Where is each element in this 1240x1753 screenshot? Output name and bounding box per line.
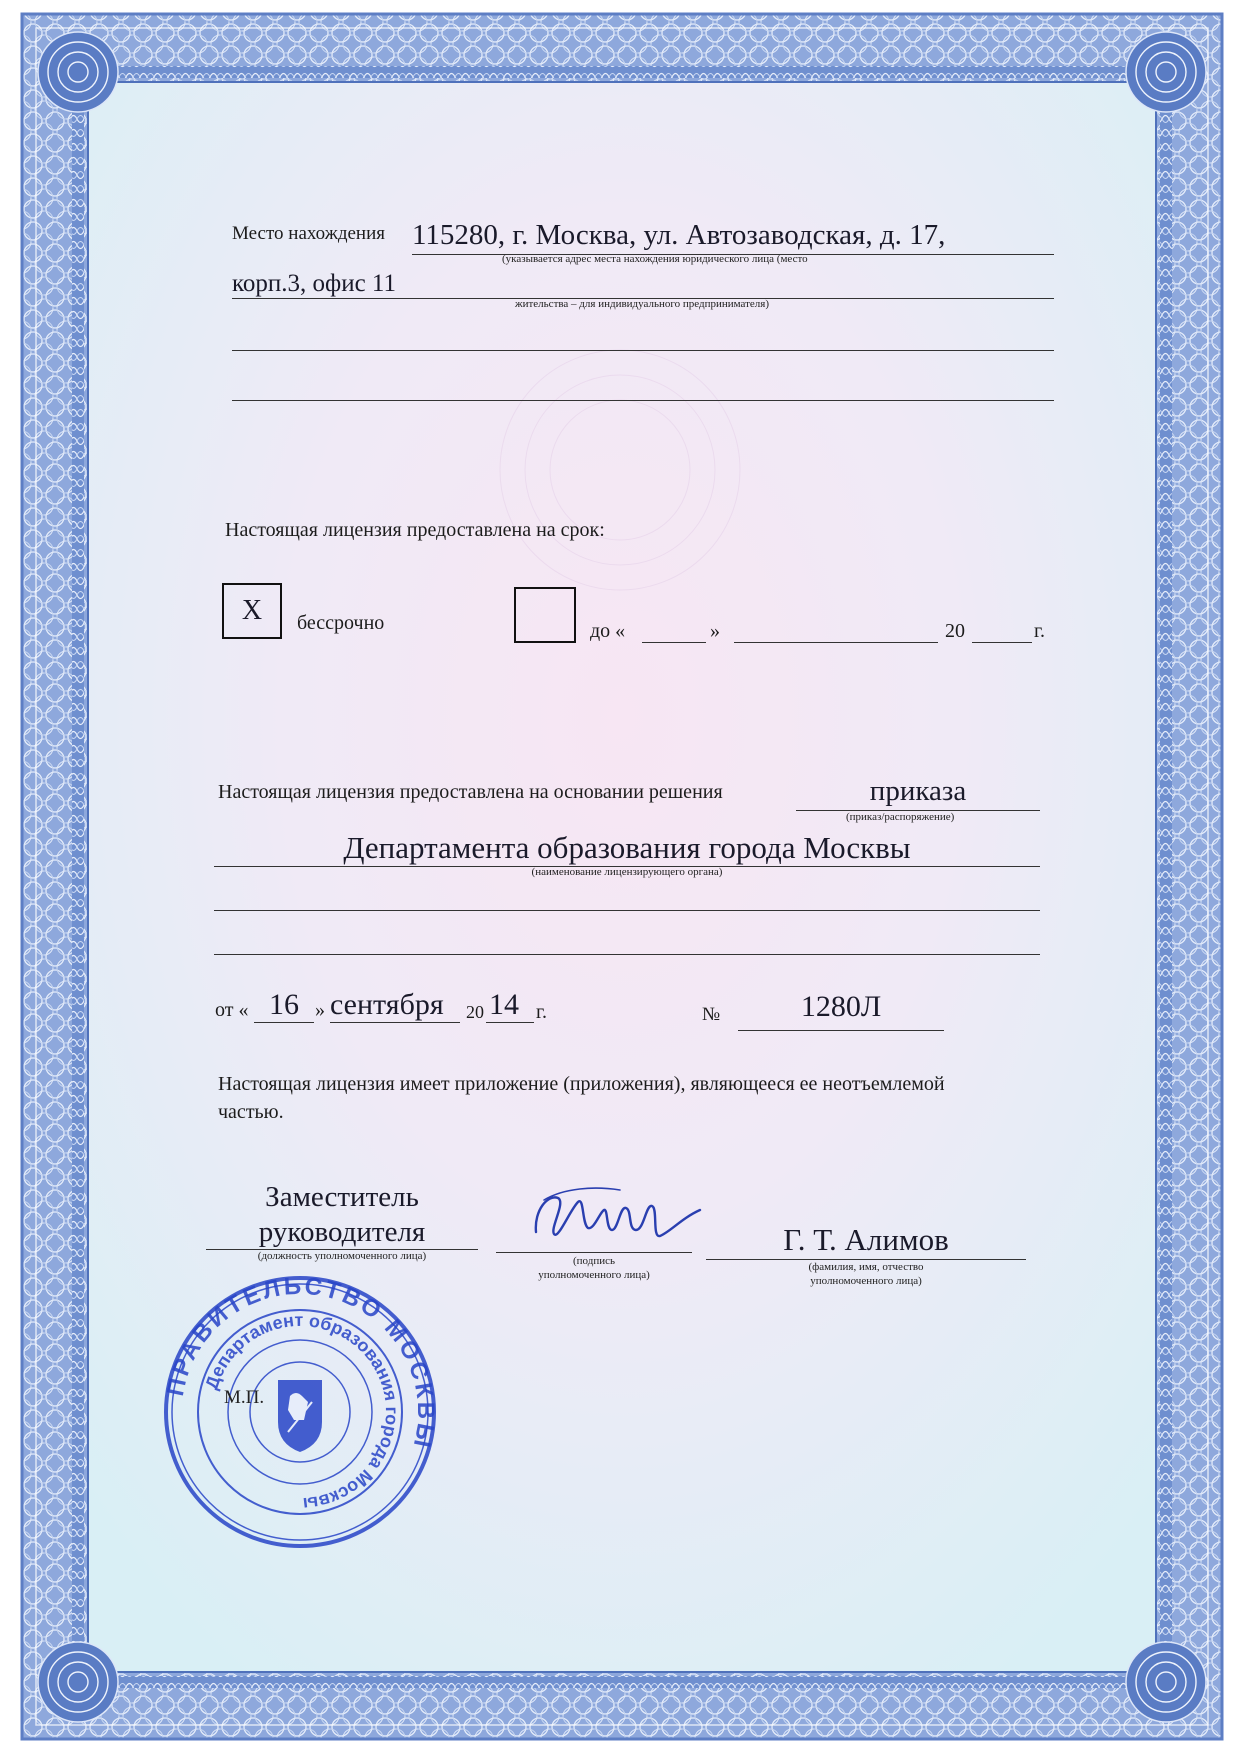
svg-text:ПРАВИТЕЛЬСТВО МОСКВЫ: ПРАВИТЕЛЬСТВО МОСКВЫ xyxy=(161,1272,440,1453)
until-mid: » xyxy=(710,620,720,642)
basis-label: Настоящая лицензия предоставлена на основании решения xyxy=(218,781,723,803)
appendix-text-line1: Настоящая лицензия имеет приложение (приложения), являющееся ее неотъемлемой xyxy=(218,1073,945,1095)
order-day-line xyxy=(254,1022,314,1023)
order-month-line xyxy=(330,1022,460,1023)
order-day: 16 xyxy=(269,988,299,1021)
until-suffix: г. xyxy=(1034,620,1045,642)
svg-text:Департамент образования города: Департамент образования города Москвы xyxy=(201,1309,403,1515)
signer-position-line2: руководителя xyxy=(258,1216,426,1248)
indefinite-label: бессрочно xyxy=(297,612,385,634)
until-day-line xyxy=(642,642,706,643)
address-value-line1: 115280, г. Москва, ул. Автозаводская, д. 17, xyxy=(412,219,946,251)
until-year-line xyxy=(972,642,1032,643)
until-prefix: до « xyxy=(590,620,626,642)
address-underline-4 xyxy=(232,400,1054,401)
order-month: сентября xyxy=(330,988,444,1021)
address-label: Место нахождения xyxy=(232,223,385,244)
order-from-prefix: от « xyxy=(215,999,249,1021)
until-month-line xyxy=(734,642,938,643)
handwritten-signature xyxy=(524,1180,714,1252)
licensing-authority: Департамента образования города Москвы xyxy=(343,830,911,865)
signature-hint-line1: (подпись xyxy=(572,1255,615,1267)
decision-type: приказа xyxy=(869,775,967,807)
signer-name-hint-line1: (фамилия, имя, отчество xyxy=(808,1261,924,1273)
decision-type-hint: (приказ/распоряжение) xyxy=(846,811,955,823)
signer-name-line xyxy=(706,1259,1026,1260)
signer-position-hint: (должность уполномоченного лица) xyxy=(257,1250,427,1262)
signature-line xyxy=(496,1252,692,1253)
indefinite-check-mark: Х xyxy=(241,595,263,626)
signer-position-line1: Заместитель xyxy=(265,1181,419,1213)
address-value-line2: корп.3, офис 11 xyxy=(232,270,397,297)
address-underline-3 xyxy=(232,350,1054,351)
term-heading: Настоящая лицензия предоставлена на срок: xyxy=(225,519,605,541)
order-year-suffix: 14 xyxy=(489,988,519,1021)
order-number-line xyxy=(738,1030,944,1031)
order-number: 1280Л xyxy=(800,990,882,1023)
indefinite-checkbox[interactable] xyxy=(222,583,282,639)
until-date-checkbox[interactable] xyxy=(514,587,576,643)
address-hint-line1: (указывается адрес места нахождения юридического лица (место xyxy=(502,253,808,265)
signature-hint-line2: уполномоченного лица) xyxy=(538,1269,650,1281)
basis-underline-3 xyxy=(214,910,1040,911)
authority-hint: (наименование лицензирующего органа) xyxy=(531,866,723,878)
address-hint-line2: жительства – для индивидуального предпринимателя) xyxy=(515,298,769,310)
order-year-prefix: 20 xyxy=(466,1002,484,1022)
official-seal-stamp xyxy=(160,1272,440,1552)
appendix-text-line2: частью. xyxy=(218,1101,284,1123)
signer-name-hint-line2: уполномоченного лица) xyxy=(810,1275,922,1287)
signer-name: Г. Т. Алимов xyxy=(783,1222,949,1257)
basis-underline-4 xyxy=(214,954,1040,955)
order-day-close: » xyxy=(315,999,325,1021)
stamp-place-label: М.П. xyxy=(224,1387,265,1408)
order-number-label: № xyxy=(702,1004,721,1025)
order-year-line xyxy=(486,1022,534,1023)
order-year-label: г. xyxy=(536,1001,547,1023)
until-year-prefix: 20 xyxy=(945,620,965,642)
